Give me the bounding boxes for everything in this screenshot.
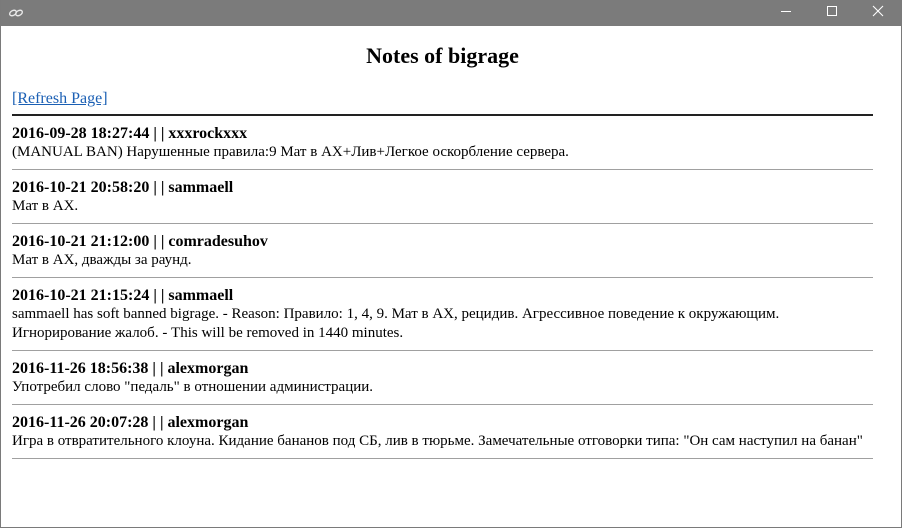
notes-list: [12, 116, 873, 459]
note-item: [12, 405, 873, 459]
page-title: Notes of bigrage: [366, 43, 519, 68]
note-header: 2016-10-21 20:58:20 | | sammaell: [12, 179, 234, 196]
maximize-icon: [826, 4, 838, 22]
note-item: [12, 278, 873, 351]
note-body: Употребил слово "педаль" в отношении администрации.: [12, 379, 374, 395]
note-header: 2016-11-26 20:07:28 | | alexmorgan: [12, 414, 249, 431]
note-body: sammaell has soft banned bigrage. - Reason: Правило: 1, 4, 9. Мат в АХ, рецидив. Агрессивное поведение к окружающим. Игнорирование жалоб. - This will be removed in 1440 minutes.: [12, 306, 780, 341]
maximize-button[interactable]: [809, 0, 855, 26]
note-item: [12, 116, 873, 170]
title-bar[interactable]: [1, 0, 901, 26]
note-item: [12, 351, 873, 405]
note-body: Мат в АХ.: [12, 198, 79, 214]
minimize-button[interactable]: [763, 0, 809, 26]
note-header: 2016-11-26 18:56:38 | | alexmorgan: [12, 360, 249, 377]
window-controls: [763, 0, 901, 26]
refresh-page-link[interactable]: [Refresh Page]: [12, 90, 108, 107]
note-body: Мат в АХ, дважды за раунд.: [12, 252, 192, 268]
page-content: [1, 42, 901, 459]
close-icon: [872, 4, 884, 22]
note-body: (MANUAL BAN) Нарушенные правила:9 Мат в АХ+Лив+Легкое оскорбление сервера.: [12, 144, 569, 160]
minimize-icon: [780, 4, 792, 22]
note-item: [12, 170, 873, 224]
note-header: 2016-10-21 21:12:00 | | comradesuhov: [12, 233, 268, 250]
note-item: [12, 224, 873, 278]
note-body: Игра в отвратительного клоуна. Кидание бананов под СБ, лив в тюрьме. Замечательные отговорки типа: "Он сам наступил на банан": [12, 433, 863, 449]
app-icon[interactable]: [8, 5, 24, 21]
note-header: 2016-10-21 21:15:24 | | sammaell: [12, 287, 234, 304]
close-button[interactable]: [855, 0, 901, 26]
note-header: 2016-09-28 18:27:44 | | xxxrockxxx: [12, 125, 248, 142]
